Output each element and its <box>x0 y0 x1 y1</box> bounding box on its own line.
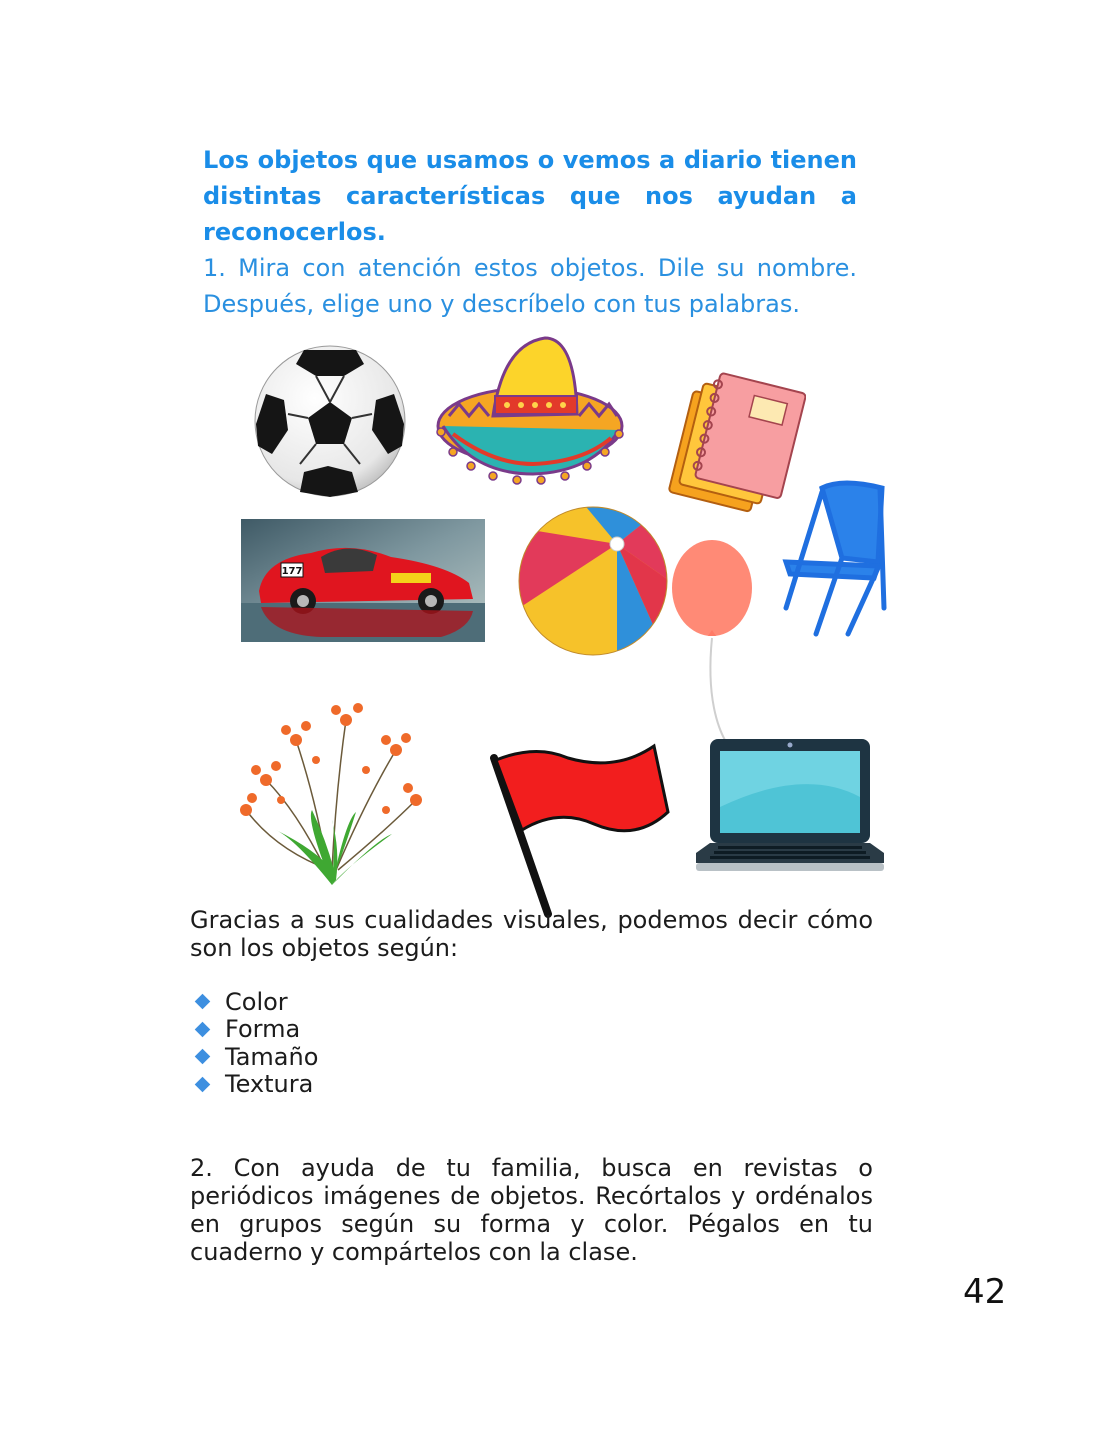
intro-instruction: 1. Mira con atención estos objetos. Dile su nombre. Después, elige uno y descríbelo con tus palabras. <box>203 254 857 318</box>
diamond-bullet-icon <box>195 1021 211 1037</box>
balloon-image <box>668 538 760 744</box>
diamond-bullet-icon <box>195 1049 211 1065</box>
diamond-bullet-icon <box>195 994 211 1010</box>
list-item <box>193 1043 318 1071</box>
qualities-list <box>193 988 318 1098</box>
intro-block <box>203 142 857 322</box>
intro-heading: Los objetos que usamos o vemos a diario tienen distintas características que nos ayudan a reconocerlos. <box>203 146 857 246</box>
activity-text: 2. Con ayuda de tu familia, busca en revistas o periódicos imágenes de objetos. Recórtalos y ordénalos en grupos según su forma y color. Pégalos en tu cuaderno y compártelos con la clase. <box>190 1154 873 1266</box>
list-item <box>193 1071 318 1099</box>
list-item-label: Textura <box>225 1070 314 1099</box>
list-item-label: Tamaño <box>225 1042 319 1071</box>
car-number: 177 <box>281 566 303 577</box>
qualities-intro: Gracias a sus cualidades visuales, podemos decir cómo son los objetos según: <box>190 906 873 962</box>
beach-ball-image <box>517 506 669 656</box>
red-flag-image <box>486 742 672 920</box>
soccer-ball-image <box>252 344 408 498</box>
page-number: 42 <box>963 1272 1007 1312</box>
sombrero-image <box>433 334 627 486</box>
laptop-image <box>694 737 886 877</box>
plant-image <box>236 700 426 890</box>
folding-chair-image <box>782 478 888 638</box>
list-item <box>193 988 318 1016</box>
diamond-bullet-icon <box>195 1076 211 1092</box>
list-item-label: Forma <box>225 1015 301 1044</box>
toy-car-photo <box>241 519 485 642</box>
list-item <box>193 1016 318 1044</box>
list-item-label: Color <box>225 987 288 1016</box>
